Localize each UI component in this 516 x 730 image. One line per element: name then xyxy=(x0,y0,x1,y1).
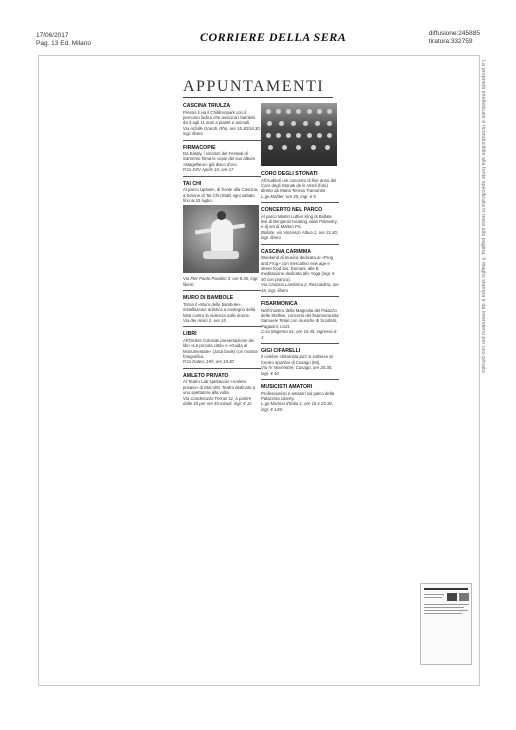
event-item xyxy=(261,247,339,297)
event-info: Via IV Novembre, Cusago, ore 20.30, ingr. € 10 xyxy=(261,365,333,376)
event-item xyxy=(183,179,261,292)
edition: Ed. Milano xyxy=(60,40,91,47)
tai-chi-photo xyxy=(183,205,259,273)
event-item xyxy=(183,371,261,410)
event-item xyxy=(183,293,261,327)
event-description: Al parco Martin Luther King di Bollate live di Benjamin Keating, alias Palmistry, e dj set di Matteo Pic. xyxy=(261,213,338,230)
event-info: L.go Marinai d'Italia 1, ore 16 e 20.30, ingr. € 14/5 xyxy=(261,401,334,412)
event-info: Bollate, via Vincenzo Attiva 1, ore 21.30, ingr. libero xyxy=(261,229,338,241)
left-column xyxy=(183,101,261,411)
event-description: Al Teatro Lab spettacolo «Amleto privato» di Stai Vitti. Teatro dedicato a uno spettatore alla volta. xyxy=(183,379,255,396)
event-title: MURO DI BAMBOLE xyxy=(183,295,234,302)
event-info: Via Canderozzo Ferrari 11, a partire dalle 18 per ore 40 minuti, ingr. € 12 xyxy=(183,395,252,406)
event-title: GIGI CIFARELLI xyxy=(261,347,301,354)
event-description: Torna il «Muro delle bambole», installazione artistica a sostegno della lotta contro la violenza sulle donne. xyxy=(183,301,256,318)
event-info: Via dei Amici 2, ore 15 xyxy=(183,317,226,323)
copyright-text: La proprietà intellettuale è riconducibile alla fonte specificata in testa alla pagina. Il ritaglio stampa è da intendersi per uso privato xyxy=(480,60,486,373)
event-title: CONCERTO NEL PARCO xyxy=(261,207,323,214)
event-description: Nell'chiostro della Magnolia del Palazzo delle Stelline, concerto del fisarmonicista Samuele Telari con musiche di Scarlatti, Paganini, Liszt. xyxy=(261,307,339,329)
title-rule xyxy=(183,97,333,98)
tiratura: tiratura:332759 xyxy=(428,38,473,45)
event-description: Il celebre chitarrista jazz si esibisce al Centro sportivo di Cusago (Mi). xyxy=(261,354,333,365)
event-item xyxy=(183,329,261,369)
event-title: FIRMACOPIE xyxy=(183,144,216,151)
event-title: MUSICISTI AMATORI xyxy=(261,384,313,391)
page-number: Pag. 13 xyxy=(36,40,59,47)
event-description: Al parco Uptown, di fronte alla Cascina, a lezione di Tai Chi (Stali) ogni sabato fino al 15 luglio. xyxy=(183,187,259,203)
event-item xyxy=(261,299,339,344)
event-description: Weekend di musica dedicata al «Prog and Frog» con mercatino new age e street food bio. Domani, alle 9, meditazione dedicata allo Yoga (ingr. € 40 con pranzo). xyxy=(261,255,335,282)
event-info: Via Achille Grandi, Rho, ore 15.30/16.30, ingr. libero xyxy=(183,125,261,137)
event-info: P.za XXV Aprile 10, ore 17 xyxy=(183,167,234,173)
event-description: Professionisti e amatori sul palco della Palazzina Liberty. xyxy=(261,390,335,401)
event-item xyxy=(183,143,261,177)
page-thumbnail xyxy=(420,583,472,665)
choir-photo xyxy=(261,103,337,166)
event-description: Presso il via il Childrenpark con il percorso ludico che avvicina i bambini da 3 agli 11 anni a piante e animali. xyxy=(183,109,256,126)
event-item xyxy=(261,205,339,245)
event-info: C.so Magenta 61, ore 16.45, ingresso € 3 xyxy=(261,329,337,340)
event-info: Via Cascina Lambrina 2, Rescaldina, ore 18, ingr. libero xyxy=(261,282,339,293)
event-title: LIBRI xyxy=(183,331,197,338)
page-info xyxy=(36,32,91,48)
event-info: P.za Dateo, 19/I, ore 18.30 xyxy=(183,359,234,365)
event-title: CASCINA TRIULZA xyxy=(183,103,231,109)
event-description: All'Ombre Colorate presentazione dei libri «La piccola città» e «Guida al Monumentale» (Jaca book) con mostra fotografica. xyxy=(183,337,258,360)
event-item xyxy=(261,346,339,380)
event-item xyxy=(183,101,261,141)
event-description: Da Eataly, i vincitori del Festival di Sanremo firma le copie del suo album «Magellano» già disco d'oro. xyxy=(183,151,256,167)
right-column xyxy=(261,101,339,417)
event-info: Via Pier Paolo Pasolini 3, ore 8.45, ingr. libero xyxy=(183,276,259,287)
event-title: CORO DEGLI STONATI xyxy=(261,171,318,177)
event-title: CASCINA CARIMMA xyxy=(261,248,311,255)
diffusione: diffusione:245885 xyxy=(428,30,480,37)
event-item xyxy=(261,169,339,203)
event-title: TAI CHI xyxy=(183,180,202,187)
masthead: CORRIERE DELLA SERA xyxy=(200,30,347,44)
section-title: APPUNTAMENTI xyxy=(183,78,325,95)
date: 17/06/2017 xyxy=(36,32,69,39)
event-title: FISARMONICA xyxy=(261,301,298,307)
event-item xyxy=(261,382,339,415)
circulation-info xyxy=(429,30,480,46)
event-title: AMLETO PRIVATO xyxy=(183,372,229,379)
event-description: All'Auditori um concerto di fine anno del Coro degli Stonati de le Verdi (foto) diretto da Maria Teresa Tramontin. xyxy=(261,177,337,194)
page-edition xyxy=(36,40,91,48)
copyright-note xyxy=(476,60,488,580)
event-info: L.go Mahler, ore 20, ingr. € 5 xyxy=(261,193,316,199)
